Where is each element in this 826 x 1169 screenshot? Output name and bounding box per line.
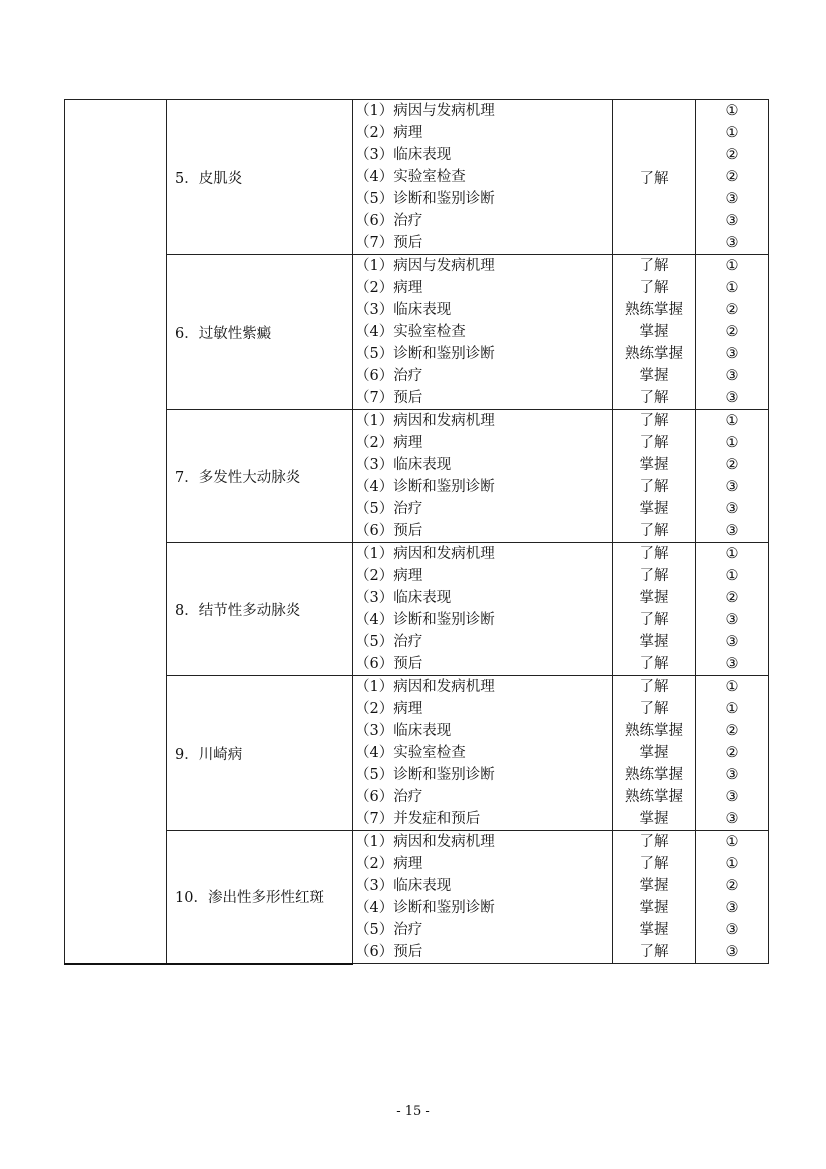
list-item: （5）诊断和鉴别诊断 [355,767,495,783]
level-cell [696,410,769,543]
requirement-value: 了解 [639,280,669,296]
level-value: ③ [725,191,739,207]
requirement-value: 了解 [639,258,669,274]
items-cell [353,543,613,676]
requirement-value: 熟练掌握 [625,302,683,318]
requirement-value: 熟练掌握 [625,789,683,805]
level-value: ③ [725,922,739,938]
list-item: （2）病理 [355,125,423,141]
level-value: ③ [725,523,739,539]
list-item: （6）治疗 [355,213,423,229]
requirement-cell [613,255,696,410]
disease-name: 5．皮肌炎 [175,170,243,187]
level-value: ② [725,147,739,163]
list-item: （4）实验室检查 [355,324,466,340]
list-item: （7）预后 [355,235,423,251]
list-item: （1）病因和发病机理 [355,546,495,562]
requirement-value: 了解 [639,390,669,406]
items-cell [353,831,613,964]
requirement-value: 熟练掌握 [625,767,683,783]
requirement-value: 掌握 [639,634,669,650]
requirement-value: 了解 [639,523,669,539]
requirement-cell [613,543,696,676]
requirement-cell [613,410,696,543]
requirement-value: 掌握 [639,922,669,938]
level-cell [696,543,769,676]
level-value: ③ [725,944,739,960]
level-value: ① [725,568,739,584]
items-cell [353,100,613,255]
items-cell [353,410,613,543]
level-value: ③ [725,390,739,406]
list-item: （2）病理 [355,701,423,717]
list-item: （6）治疗 [355,789,423,805]
table-row [65,410,769,543]
level-value: ③ [725,612,739,628]
requirement-cell [613,676,696,831]
level-value: ② [725,723,739,739]
list-item: （6）预后 [355,656,423,672]
level-value: ③ [725,368,739,384]
requirement-value: 了解 [639,856,669,872]
requirement-value: 了解 [639,944,669,960]
table-row [65,831,769,964]
level-value: ① [725,546,739,562]
items-cell [353,676,613,831]
list-item: （5）治疗 [355,501,423,517]
requirement-value: 熟练掌握 [625,723,683,739]
level-value: ① [725,258,739,274]
requirement-value: 熟练掌握 [625,346,683,362]
table-row [65,676,769,831]
level-value: ③ [725,811,739,827]
list-item: （5）诊断和鉴别诊断 [355,346,495,362]
list-item: （6）预后 [355,523,423,539]
level-value: ③ [725,235,739,251]
level-value: ① [725,125,739,141]
level-value: ② [725,302,739,318]
level-value: ② [725,590,739,606]
syllabus-table [64,99,769,965]
list-item: （2）病理 [355,280,423,296]
list-item: （1）病因和发病机理 [355,413,495,429]
disease-name: 9．川崎病 [175,746,243,763]
level-value: ③ [725,656,739,672]
disease-cell [167,543,353,676]
disease-name: 6．过敏性紫癜 [175,325,272,342]
list-item: （4）实验室检查 [355,169,466,185]
list-item: （3）临床表现 [355,878,452,894]
requirement-value: 了解 [639,612,669,628]
requirement-value: 掌握 [639,324,669,340]
disease-cell [167,255,353,410]
list-item: （4）诊断和鉴别诊断 [355,612,495,628]
category-cell [65,100,167,964]
level-value: ② [725,878,739,894]
list-item: （2）病理 [355,435,423,451]
requirement-value: 掌握 [639,900,669,916]
requirement-value: 了解 [639,546,669,562]
list-item: （6）预后 [355,944,423,960]
level-value: ② [725,324,739,340]
requirement-value: 掌握 [639,745,669,761]
requirement-cell [613,100,696,255]
requirement-value: 了解 [639,568,669,584]
requirement-value: 掌握 [639,368,669,384]
list-item: （3）临床表现 [355,590,452,606]
level-value: ③ [725,789,739,805]
level-value: ① [725,103,739,119]
disease-cell [167,100,353,255]
requirement-value: 掌握 [639,457,669,473]
level-value: ③ [725,501,739,517]
list-item: （3）临床表现 [355,723,452,739]
requirement-value: 了解 [639,679,669,695]
list-item: （6）治疗 [355,368,423,384]
level-value: ① [725,834,739,850]
disease-name: 10．渗出性多形性红斑 [175,890,324,907]
level-cell [696,676,769,831]
list-item: （5）治疗 [355,922,423,938]
level-value: ① [725,701,739,717]
disease-name: 7．多发性大动脉炎 [175,469,301,486]
requirement-value: 了解 [639,479,669,495]
level-value: ③ [725,479,739,495]
level-value: ③ [725,900,739,916]
list-item: （1）病因和发病机理 [355,679,495,695]
level-value: ③ [725,346,739,362]
list-item: （4）诊断和鉴别诊断 [355,479,495,495]
list-item: （3）临床表现 [355,457,452,473]
list-item: （5）治疗 [355,634,423,650]
list-item: （4）诊断和鉴别诊断 [355,900,495,916]
level-cell [696,100,769,255]
requirement-value: 了解 [639,656,669,672]
list-item: （5）诊断和鉴别诊断 [355,191,495,207]
requirement-value: 了解 [639,701,669,717]
requirement-value: 了解 [639,435,669,451]
disease-cell [167,410,353,543]
list-item: （2）病理 [355,856,423,872]
requirement-cell [613,831,696,964]
list-item: （7）并发症和预后 [355,811,481,827]
disease-cell [167,831,353,964]
requirement-value: 掌握 [639,878,669,894]
disease-name: 8．结节性多动脉炎 [175,602,301,619]
level-value: ① [725,280,739,296]
list-item: （3）临床表现 [355,147,452,163]
table-row [65,100,769,255]
list-item: （1）病因与发病机理 [355,258,495,274]
table-row [65,255,769,410]
level-value: ① [725,413,739,429]
level-value: ③ [725,634,739,650]
level-value: ① [725,856,739,872]
level-value: ① [725,679,739,695]
disease-cell [167,676,353,831]
requirement-value: 掌握 [639,590,669,606]
level-value: ② [725,169,739,185]
level-value: ③ [725,213,739,229]
list-item: （4）实验室检查 [355,745,466,761]
list-item: （2）病理 [355,568,423,584]
list-item: （1）病因与发病机理 [355,103,495,119]
requirement-value: 了解 [639,834,669,850]
items-cell [353,255,613,410]
list-item: （1）病因和发病机理 [355,834,495,850]
requirement-value: 掌握 [639,811,669,827]
level-value: ② [725,745,739,761]
list-item: （3）临床表现 [355,302,452,318]
list-item: （7）预后 [355,390,423,406]
level-value: ② [725,457,739,473]
requirement-value: 了解 [639,413,669,429]
requirement-value: 掌握 [639,501,669,517]
table-row [65,543,769,676]
level-value: ③ [725,767,739,783]
requirement-value: 了解 [639,170,669,187]
page-number: - 15 - [396,1104,430,1119]
level-cell [696,255,769,410]
level-value: ① [725,435,739,451]
level-cell [696,831,769,964]
